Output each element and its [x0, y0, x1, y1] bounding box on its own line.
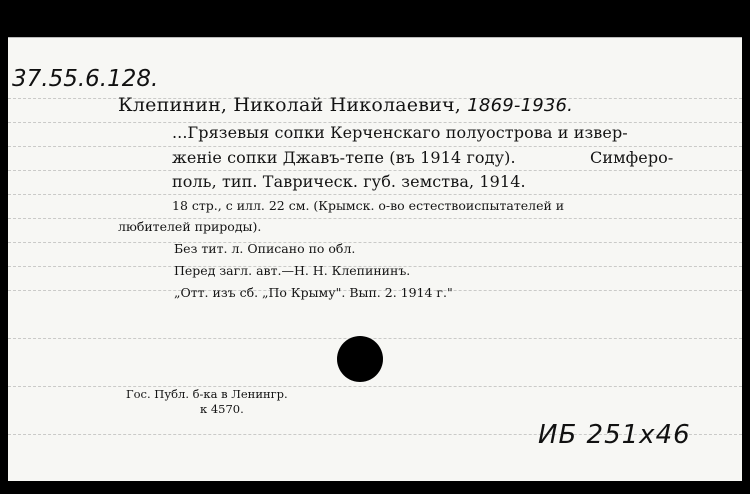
library-line-1: Гос. Публ. б-ка в Ленингр. — [126, 387, 288, 401]
title-line-1: ...Грязевыя сопки Керченскаго полуострова и извер- — [172, 123, 628, 142]
collation-line-2: любителей природы). — [118, 219, 262, 234]
note-3: „Отт. изъ сб. „По Крыму". Вып. 2. 1914 г." — [174, 285, 453, 300]
inventory-mark: ИБ 251х46 — [538, 420, 691, 450]
imprint-line: поль, тип. Таврическ. губ. земства, 1914. — [172, 172, 526, 191]
note-1: Без тит. л. Описано по обл. — [174, 241, 356, 256]
note-2: Перед загл. авт.—Н. Н. Клепининъ. — [174, 263, 411, 278]
catalog-card — [8, 37, 742, 481]
call-number: 37.55.6.128. — [12, 66, 159, 92]
title-line-2-right: Симферо- — [590, 148, 674, 167]
library-line-2: к 4570. — [200, 402, 244, 416]
collation-line-1: 18 стр., с илл. 22 см. (Крымск. о-во естествоиспытателей и — [172, 198, 565, 213]
author-name: Клепинин, Николай Николаевич, — [118, 94, 462, 116]
title-line-2: женіе сопки Джавъ-тепе (въ 1914 году). — [172, 148, 516, 167]
author-dates: 1869-1936. — [467, 95, 574, 116]
punch-hole — [337, 336, 383, 382]
author-heading — [118, 94, 573, 116]
